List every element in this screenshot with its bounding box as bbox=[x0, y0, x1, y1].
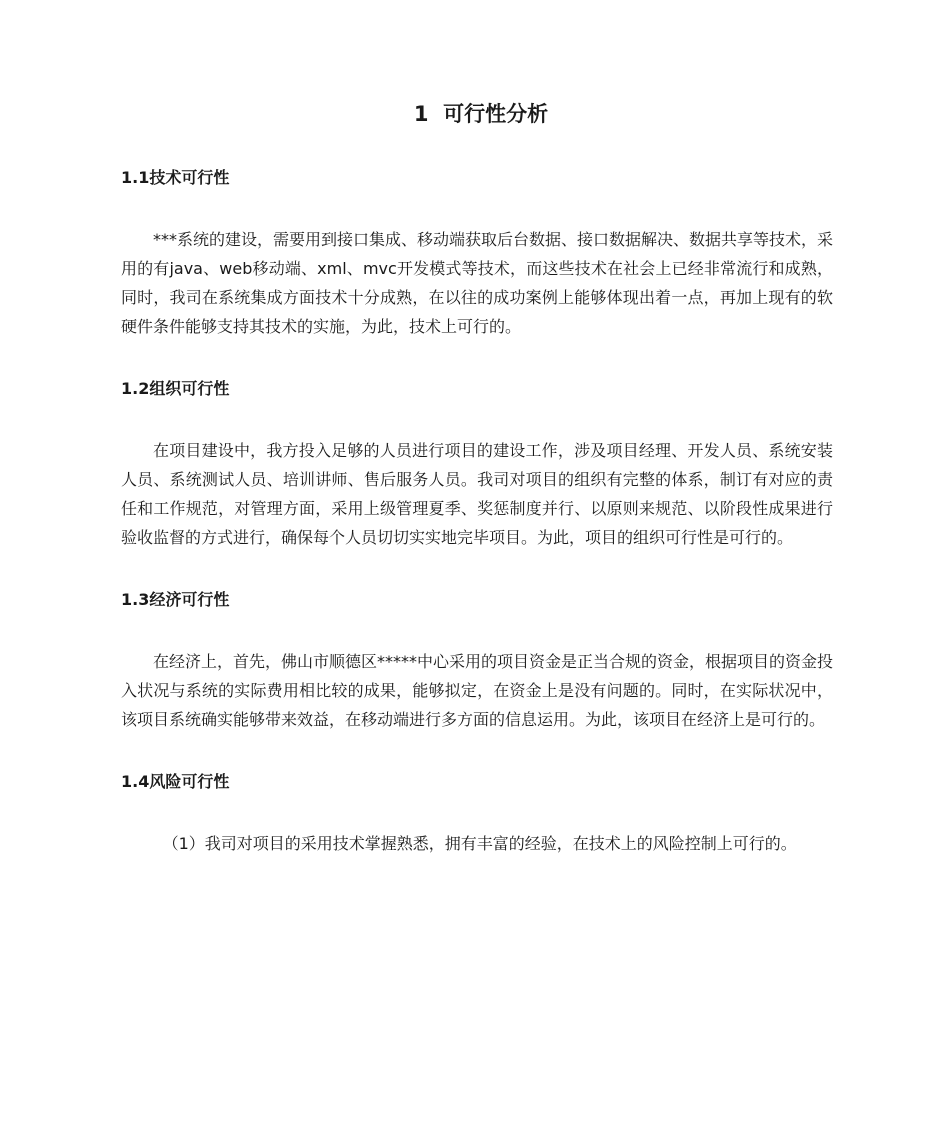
section-paragraph-economic: 在经济上，首先，佛山市顺德区*****中心采用的项目资金是正当合规的资金，根据项目的资金投入状况与系统的实际费用相比较的成果，能够拟定，在资金上是没有问题的。同时，在实际状况中，该项目系统确实能够带来效益，在移动端进行多方面的信息运用。为此，该项目在经济上是可行的。 bbox=[121, 652, 834, 729]
section-heading-technical: 1.1技术可行性 bbox=[121, 168, 230, 187]
page-title: 1 可行性分析 bbox=[413, 102, 549, 126]
section-paragraph-technical: ***系统的建设，需要用到接口集成、移动端获取后台数据、接口数据解决、数据共享等技术，采用的有java、web移动端、xml、mvc开发模式等技术，而这些技术在社会上已经非常流行和成熟，同时，我司在系统集成方面技术十分成熟，在以往的成功案例上能够体现出着一点，再加上现有的软硬件条件能够支持其技术的实施，为此，技术上可行的。 bbox=[121, 230, 834, 336]
section-paragraph-risk: （1）我司对项目的采用技术掌握熟悉，拥有丰富的经验，在技术上的风险控制上可行的。 bbox=[162, 834, 797, 853]
section-heading-organizational: 1.2组织可行性 bbox=[121, 379, 230, 398]
section-heading-risk: 1.4风险可行性 bbox=[121, 772, 230, 791]
section-paragraph-organizational: 在项目建设中，我方投入足够的人员进行项目的建设工作，涉及项目经理、开发人员、系统安装人员、系统测试人员、培训讲师、售后服务人员。我司对项目的组织有完整的体系，制订有对应的责任和工作规范，对管理方面，采用上级管理夏季、奖惩制度并行、以原则来规范、以阶段性成果进行验收监督的方式进行，确保每个人员切切实实地完毕项目。为此，项目的组织可行性是可行的。 bbox=[121, 441, 833, 547]
section-heading-economic: 1.3经济可行性 bbox=[121, 590, 230, 609]
document-content bbox=[121, 98, 833, 894]
